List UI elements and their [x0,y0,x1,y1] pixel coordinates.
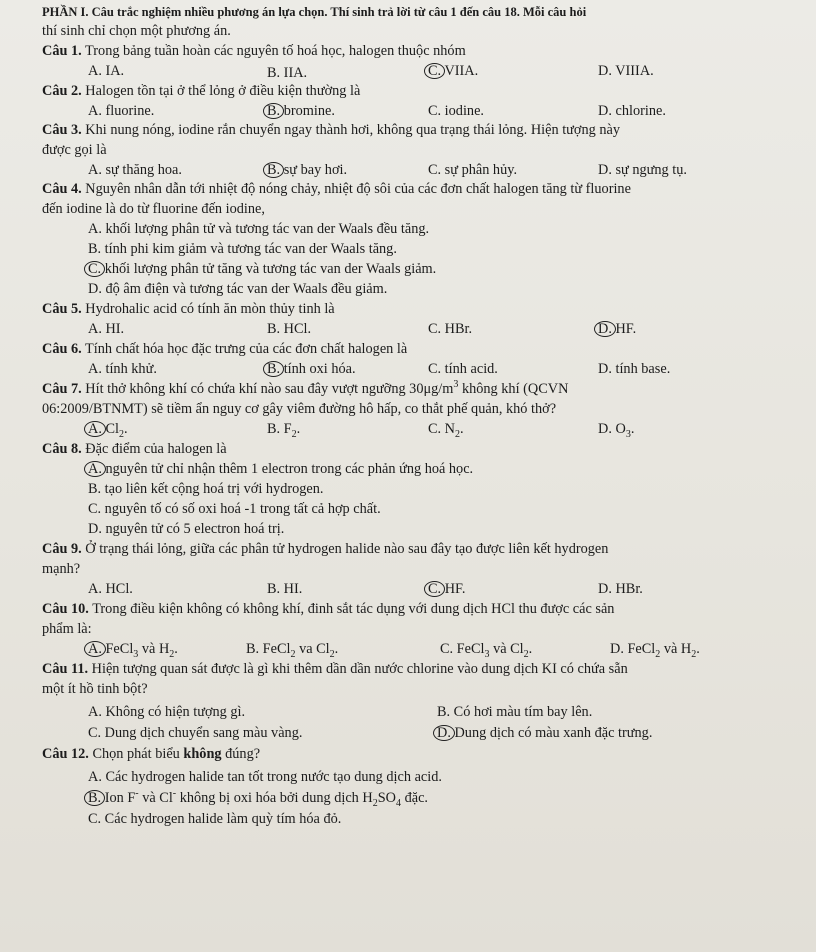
question-text-tail: đúng? [221,746,261,762]
question-number: Câu 10. [42,601,89,617]
selected-answer-mark: C. [424,581,445,597]
option-text: VIIA. [441,63,479,79]
question-text: Nguyên nhân dẫn tới nhiệt độ nóng chảy, nhiệt độ sôi của các đơn chất halogen tăng từ fluorine [81,181,631,197]
q8-option-c[interactable]: C. nguyên tố có số oxi hoá -1 trong tất cả hợp chất. [88,501,381,517]
subscript: 2 [169,648,175,660]
option-text: và Cl [489,641,524,657]
q5-option-d[interactable] [598,320,636,338]
q2-option-b[interactable] [267,102,335,120]
question-text: Chọn phát biểu [88,746,184,762]
question-text-tail: không khí (QCVN [458,381,569,397]
question-9-line-2: mạnh? [42,561,81,577]
question-number: Câu 6. [42,341,82,357]
q11-option-d[interactable] [437,724,652,742]
superscript: 3 [453,379,459,391]
subscript: 3 [484,648,490,660]
question-number: Câu 11. [42,661,89,677]
question-text-bold: không [183,746,222,762]
question-10 [42,600,614,618]
option-text: . [334,641,339,657]
q8-option-a[interactable] [88,460,473,478]
q10-option-a[interactable] [88,640,178,658]
section-subtitle: thí sinh chỉ chọn một phương án. [42,23,231,39]
option-text: D. O [598,421,626,437]
subscript: 2 [119,428,124,440]
superscript: - [135,788,139,800]
question-2 [42,82,360,100]
q3-option-c[interactable]: C. sự phân hủy. [428,162,518,178]
q3-option-a[interactable]: A. sự thăng hoa. [88,162,182,178]
q12-option-a[interactable]: A. Các hydrogen halide tan tốt trong nước tạo dung dịch acid. [88,769,442,785]
option-text: Cl [101,421,119,437]
question-number: Câu 3. [42,122,82,138]
selected-answer-mark: A. [84,461,106,477]
option-text: HF. [611,321,637,337]
question-number: Câu 9. [42,541,82,557]
q2-option-a[interactable]: A. fluorine. [88,103,155,119]
question-11-line-2: một ít hồ tinh bột? [42,681,148,697]
selected-answer-mark: B. [263,162,284,178]
q11-option-b[interactable]: B. Có hơi màu tím bay lên. [437,704,593,720]
selected-answer-mark: C. [84,261,105,277]
q10-option-b[interactable] [246,640,338,658]
q11-option-a[interactable]: A. Không có hiện tượng gì. [88,704,246,720]
option-text: bromine. [280,103,335,119]
question-number: Câu 2. [42,83,82,99]
option-text: . [696,641,700,657]
option-text: tính oxi hóa. [280,361,356,377]
question-10-line-2: phẩm là: [42,621,92,637]
q10-option-d[interactable] [610,640,700,658]
q2-option-d[interactable]: D. chlorine. [598,103,666,119]
question-number: Câu 12. [42,746,89,762]
q12-option-c[interactable]: C. Các hydrogen halide làm quỳ tím hóa đỏ. [88,811,342,827]
q7-option-d[interactable]: D. $O_3$. [598,421,635,440]
q4-option-c[interactable] [88,260,436,278]
selected-answer-mark: B. [263,361,284,377]
superscript: - [172,788,177,800]
question-3-line-2: được gọi là [42,142,107,158]
q6-option-c[interactable]: C. tính acid. [428,361,498,377]
question-number: Câu 8. [42,441,82,457]
q7-option-c[interactable]: C. $N_2$. [428,421,464,440]
subscript: 2 [291,428,297,440]
q11-option-c[interactable]: C. Dung dịch chuyển sang màu vàng. [88,725,303,741]
question-number: Câu 1. [42,43,82,59]
subscript: 3 [133,648,139,660]
question-4 [42,180,631,198]
subscript: 2 [290,648,296,660]
question-text: Halogen tồn tại ở thể lỏng ở điều kiện thường là [81,83,361,99]
question-text: Trong bảng tuần hoàn các nguyên tố hoá học, halogen thuộc nhóm [81,43,466,59]
question-6 [42,340,407,358]
option-text: C. N [428,421,456,437]
option-text: . [528,641,533,657]
question-12 [42,745,260,763]
option-text: D. FeCl [610,641,656,657]
q1-option-b[interactable]: B. IIA. [267,65,308,81]
q1-option-c[interactable] [428,62,478,80]
q5-option-a[interactable]: A. HI. [88,321,125,337]
question-1 [42,42,466,60]
question-number: Câu 5. [42,301,82,317]
q3-option-d[interactable]: D. sự ngưng tụ. [598,162,687,178]
question-text: Hiện tượng quan sát được là gì khi thêm dần dần nước chlorine vào dung dịch KI có chứa sẵn [88,661,628,677]
question-text: Khi nung nóng, iodine rắn chuyển ngay thành hơi, không qua trạng thái lỏng. Hiện tượng này [81,122,620,138]
question-text: Hydrohalic acid có tính ăn mòn thủy tinh là [81,301,335,317]
section-title [42,3,586,21]
option-text: sự bay hơi. [280,162,348,178]
q8-option-d[interactable]: D. nguyên tử có 5 electron hoá trị. [88,521,285,537]
option-text: B. F [267,421,292,437]
question-number: Câu 7. [42,381,82,397]
question-11 [42,660,628,678]
q1-option-d[interactable]: D. VIIIA. [598,63,654,79]
q4-option-a[interactable]: A. khối lượng phân tử và tương tác van der Waals đều tăng. [88,221,430,237]
subscript: 3 [625,428,631,440]
selected-answer-mark: A. [84,421,106,437]
option-text: Dung dịch có màu xanh đặc trưng. [450,725,653,741]
question-number: Câu 4. [42,181,82,197]
option-text: và Cl [138,790,173,806]
q10-option-c[interactable] [440,640,532,658]
selected-answer-mark: D. [433,725,455,741]
option-text: HF. [441,581,466,597]
subscript: 2 [691,648,697,660]
q9-option-b[interactable]: B. HI. [267,581,303,597]
subscript: 2 [655,648,661,660]
subscript: 2 [329,648,335,660]
q12-option-b[interactable] [88,789,428,807]
q9-option-d[interactable]: D. HBr. [598,581,643,597]
q9-option-c[interactable] [428,580,465,598]
option-text: Ion F [101,790,136,806]
q4-option-d[interactable]: D. độ âm điện và tương tác van der Waals đều giảm. [88,281,388,297]
selected-answer-mark: B. [84,790,105,806]
q4-option-b[interactable]: B. tính phi kim giảm và tương tác van der Waals tăng. [88,241,397,257]
question-text: Ở trạng thái lỏng, giữa các phân tử hydrogen halide nào sau đây tạo được liên kết hydrogen [81,541,609,557]
q6-option-b[interactable] [267,360,356,378]
selected-answer-mark: C. [424,63,445,79]
selected-answer-mark: B. [263,103,284,119]
q7-option-a[interactable]: A. $Cl_2$. [88,420,128,438]
section-title-text: PHẦN I. Câu trắc nghiệm nhiều phương án lựa chọn. Thí sinh trả lời từ câu 1 đến câu 18. Mỗi câu hỏi [42,5,587,19]
option-text: khối lượng phân tử tăng và tương tác van der Waals giảm. [101,261,437,277]
question-3 [42,121,620,139]
option-text: và H [660,641,692,657]
question-7 [42,380,568,398]
q8-option-b[interactable]: B. tạo liên kết cộng hoá trị với hydrogen. [88,481,324,497]
question-text: Hít thở không khí có chứa khí nào sau đây vượt ngưỡng 30μg/m [81,381,454,397]
subscript: 2 [523,648,529,660]
question-8 [42,440,227,458]
question-9 [42,540,608,558]
q5-option-b[interactable]: B. HCl. [267,321,312,337]
q3-option-b[interactable] [267,161,347,179]
q9-option-a[interactable]: A. HCl. [88,581,133,597]
option-text: FeCl [101,641,134,657]
option-text: C. FeCl [440,641,485,657]
question-7-line-2: 06:2009/BTNMT) sẽ tiềm ẩn nguy cơ gây viêm đường hô hấp, co thắt phế quản, khó thở? [42,401,557,417]
q2-option-c[interactable]: C. iodine. [428,103,484,119]
selected-answer-mark: D. [594,321,616,337]
option-text: không bị oxi hóa bởi dung dịch H [176,790,373,806]
selected-answer-mark: A. [84,641,106,657]
q5-option-c[interactable]: C. HBr. [428,321,473,337]
q6-option-d[interactable]: D. tính base. [598,361,671,377]
option-text: . [174,641,178,657]
option-text: SO [377,790,397,806]
q6-option-a[interactable]: A. tính khử. [88,361,157,377]
option-text: và H [138,641,170,657]
question-text: Tính chất hóa học đặc trưng của các đơn chất halogen là [81,341,408,357]
option-text: nguyên tử chỉ nhận thêm 1 electron trong các phản ứng hoá học. [101,461,474,477]
question-5 [42,300,335,318]
option-text: đặc. [401,790,429,806]
q1-option-a[interactable]: A. IA. [88,63,125,79]
q7-option-b[interactable]: B. $F_2$. [267,421,301,440]
question-4-line-2: đến iodine là do từ fluorine đến iodine, [42,201,265,217]
question-text: Trong điều kiện không có không khí, đinh sắt tác dụng với dung dịch HCl thu được các sản [88,601,615,617]
question-text: Đặc điểm của halogen là [81,441,227,457]
subscript: 2 [372,797,378,809]
option-text: B. FeCl [246,641,291,657]
subscript: 4 [396,797,402,809]
subscript: 2 [455,428,461,440]
option-text: va Cl [295,641,330,657]
